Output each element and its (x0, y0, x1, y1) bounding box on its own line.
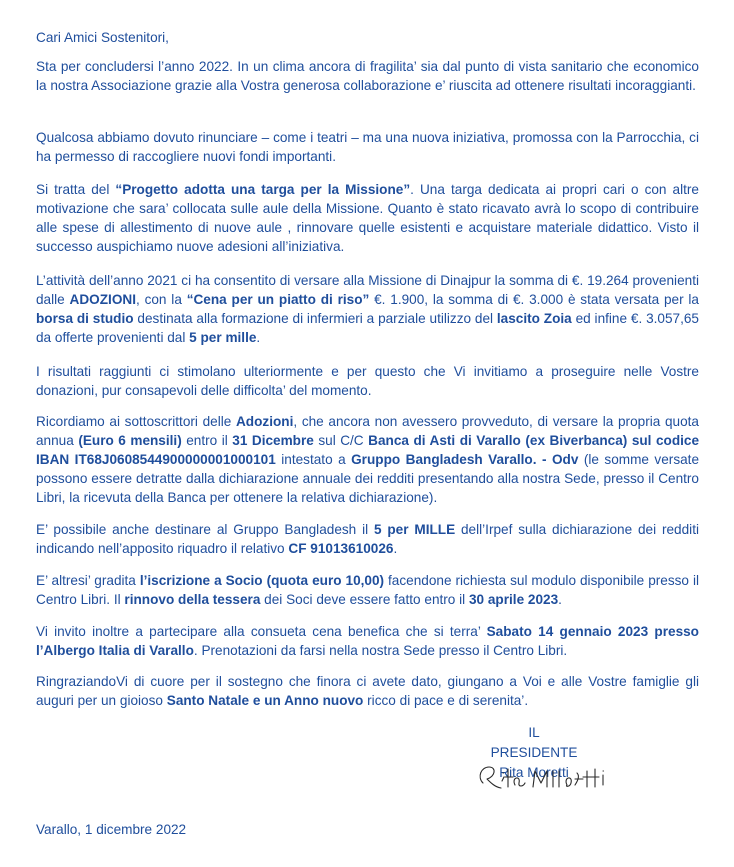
signature-name: Rita Moretti (499, 765, 569, 780)
place-date: Varallo, 1 dicembre 2022 (36, 822, 187, 837)
paragraph-adozioni: Ricordiamo ai sottoscrittori delle Adozioni, che ancora non avessero provveduto, di versare la propria quota annua (Euro 6 mensili) entro il 31 Dicembre sul C/C Banca di Asti di Varallo (ex Biverbanca) sul codice IBAN IT68J0608544900000001000101 intestato a Gruppo Bangladesh Varallo. - Odv (le somme versate possono essere detratte dalla dichiarazione annuale dei redditi presentando alla nostra Sede, presso il Centro Libri, la ricevuta della Banca per ottenere la relativa dichiarazione). (36, 414, 700, 505)
paragraph-5-per-mille: E’ possibile anche destinare al Gruppo Bangladesh il 5 per MILLE dell’Irpef sulla dichiarazione dei redditi indicando nell’apposito riquadro il relativo CF 91013610026. (36, 522, 699, 556)
greeting: Cari Amici Sostenitori, (36, 30, 169, 45)
paragraph-dinner: Vi invito inoltre a partecipare alla consueta cena benefica che si terra’ Sabato 14 gennaio 2023 presso l’Albergo Italia di Varallo. Prenotazioni da farsi nella nostra Sede presso il Centro Libri. (36, 624, 699, 658)
signature-title: IL PRESIDENTE (490, 725, 578, 760)
paragraph-targa-project: Si tratta del “Progetto adotta una targa per la Missione”. Una targa dedicata ai propri cari o con altre motivazione che sara’ collocata sulle aule della Missione. Quanto è stato ricavato avrà lo scopo di contribuire alle spese di allestimento di nuove aule , rinnovare quelle esistenti e acquistare materiale didattico. Visto il successo auspichiamo nuove adesioni all’iniziativa. (36, 182, 699, 254)
paragraph-results: I risultati raggiunti ci stimolano ulteriormente e per questo che Vi invitiamo a proseguire nelle Vostre donazioni, pur consapevoli delle difficolta’ del momento. (36, 364, 699, 398)
handwritten-signature-icon (475, 757, 625, 797)
handwritten-signature (475, 757, 625, 802)
paragraph-intro: Sta per concludersi l’anno 2022. In un clima ancora di fragilita’ sia dal punto di vista sanitario che economico la nostra Associazione grazie alla Vostra generosa collaborazione e’ riuscita ad ottenere risultati incoraggianti. (36, 59, 699, 93)
paragraph-new-initiative: Qualcosa abbiamo dovuto rinunciare – come i teatri – ma una nuova iniziativa, promossa con la Parrocchia, ci ha permesso di raccogliere nuovi fondi importanti. (36, 130, 699, 164)
paragraph-activity-2021: L’attività dell’anno 2021 ci ha consentito di versare alla Missione di Dinajpur la somma di €. 19.264 provenienti dalle ADOZIONI, con la “Cena per un piatto di riso” €. 1.900, la somma di €. 3.000 è stata versata per la borsa di studio destinata alla formazione di infermieri a parziale utilizzo del lascito Zoia ed infine €. 3.057,65 da offerte provenienti dal 5 per mille. (36, 273, 699, 345)
paragraph-membership: E’ altresi’ gradita l’iscrizione a Socio (quota euro 10,00) facendone richiesta sul modulo disponibile presso il Centro Libri. Il rinnovo della tessera dei Soci deve essere fatto entro il 30 aprile 2023. (36, 573, 700, 607)
paragraph-greetings: RingraziandoVi di cuore per il sostegno che finora ci avete dato, giungano a Voi e alle Vostre famiglie gli auguri per un gioioso Santo Natale e un Anno nuovo ricco di pace e di serenita’. (36, 674, 699, 708)
